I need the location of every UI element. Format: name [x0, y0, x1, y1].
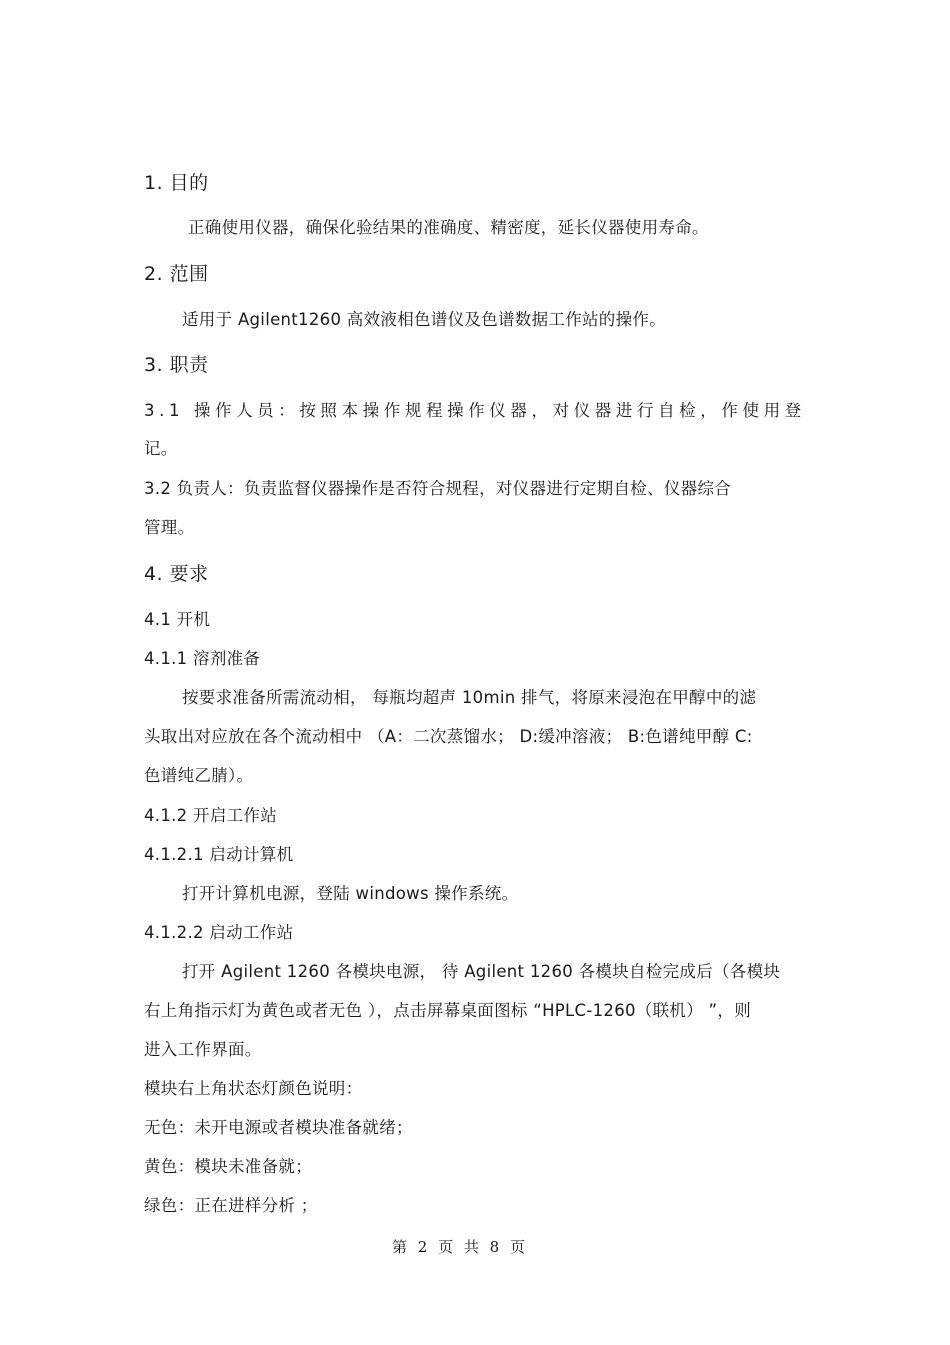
section-4-1-2-2-heading: 4.1.2.2 启动工作站: [144, 923, 294, 942]
status-light-green: 绿色：正在进样分析 ；: [144, 1196, 318, 1215]
section-1-body: 正确使用仪器，确保化验结果的准确度、精密度，延长仪器使用寿命。: [188, 218, 709, 237]
status-light-none: 无色：未开电源或者模块准备就绪；: [144, 1118, 413, 1137]
section-4-1-2-1-body: 打开计算机电源，登陆 windows 操作系统。: [182, 884, 519, 903]
section-4-1-1-line-3: 色谱纯乙腈）。: [144, 766, 254, 785]
section-1-heading: 1. 目的: [144, 172, 209, 194]
section-3-2-line-2: 管理。: [144, 518, 195, 537]
section-4-1-1-line-1: 按要求准备所需流动相， 每瓶均超声 10min 排气，将原来浸泡在甲醇中的滤: [182, 688, 757, 707]
section-3-1-line-2: 记。: [144, 439, 178, 458]
page-footer: 第 2 页 共 8 页: [392, 1238, 528, 1256]
section-4-1-2-heading: 4.1.2 开启工作站: [144, 806, 278, 825]
section-4-1-2-1-heading: 4.1.2.1 启动计算机: [144, 845, 294, 864]
section-2-body: 适用于 Agilent1260 高效液相色谱仪及色谱数据工作站的操作。: [182, 310, 666, 329]
section-4-1-heading: 4.1 开机: [144, 610, 211, 629]
section-3-2-line-1: 3.2 负责人：负责监督仪器操作是否符合规程，对仪器进行定期自检、仪器综合: [144, 479, 732, 498]
section-4-heading: 4. 要求: [144, 563, 209, 585]
section-4-1-2-2-line-3: 进入工作界面。: [144, 1040, 262, 1059]
section-3-1-line-1: 3.1 操作人员：按照本操作规程操作仪器，对仪器进行自检，作使用登: [144, 401, 806, 420]
section-3-heading: 3. 职责: [144, 354, 209, 376]
section-4-1-1-line-2: 头取出对应放在各个流动相中 （A：二次蒸馏水； D:缓冲溶液； B:色谱纯甲醇 C:: [144, 727, 753, 746]
section-4-1-1-heading: 4.1.1 溶剂准备: [144, 649, 261, 668]
status-light-yellow: 黄色：模块未准备就；: [144, 1157, 312, 1176]
section-4-1-2-2-line-2: 右上角指示灯为黄色或者无色 ），点击屏幕桌面图标 “HPLC-1260（联机） ”，则: [144, 1001, 751, 1020]
section-2-heading: 2. 范围: [144, 263, 209, 285]
section-4-1-2-2-line-1: 打开 Agilent 1260 各模块电源， 待 Agilent 1260 各模块自检完成后（各模块: [182, 962, 781, 981]
status-light-intro: 模块右上角状态灯颜色说明：: [144, 1079, 363, 1098]
